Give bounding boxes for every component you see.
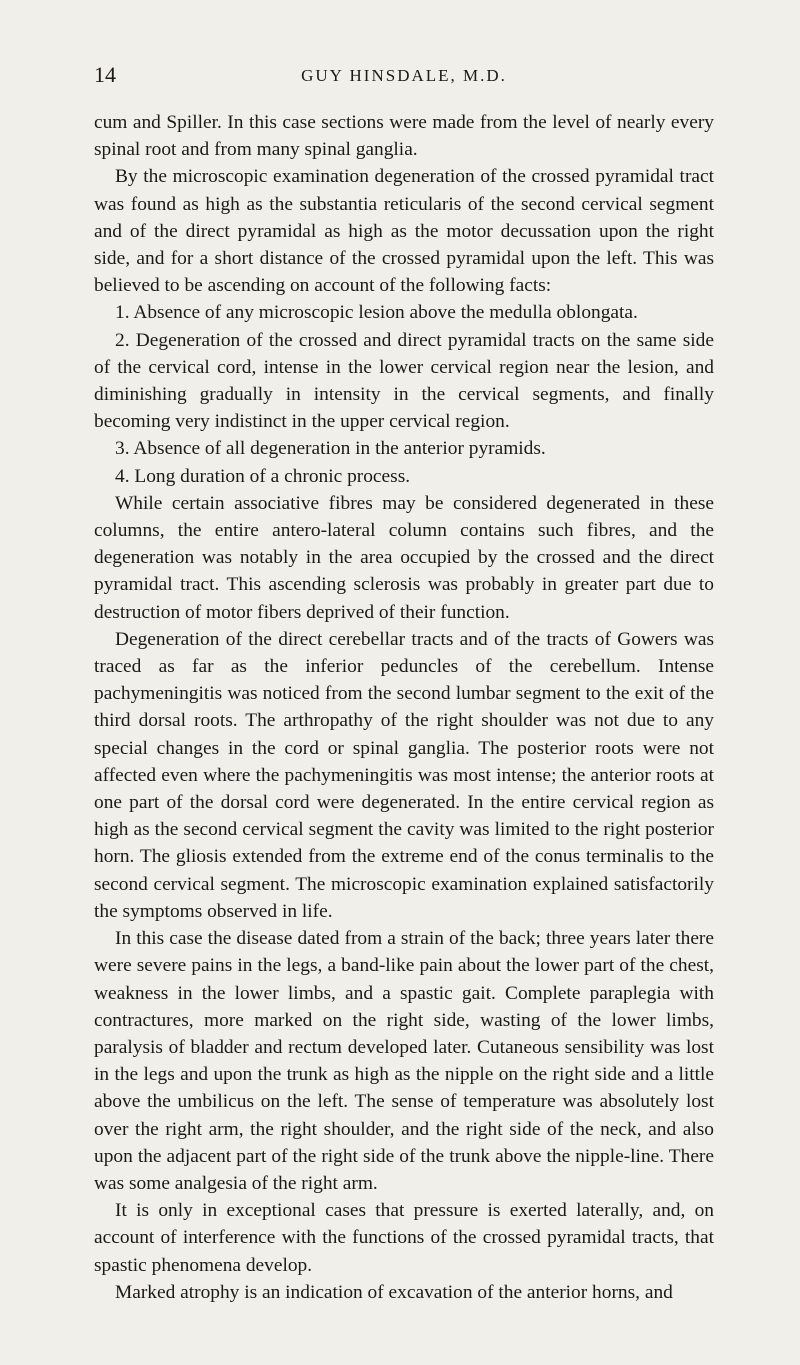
running-title: GUY HINSDALE, M.D. [301,66,507,85]
paragraph-case-history: In this case the disease dated from a strain of the back; three years later there were severe pains in the legs, a band-like pain about the lower part of the chest, weakness in the lower limbs, and a spastic gait. Complete paraplegia with contractures, more marked on the right side, wasting of the lower limbs, paralysis of bladder and rectum developed later. Cutaneous sensibility was lost in the legs and upon the trunk as high as the nipple on the right side and a little above the umbilicus on the left. The sense of temperature was absolutely lost over the right arm, the right shoulder, and the right side of the neck, and also upon the adjacent part of the right side of the trunk above the nipple-line. There was some analgesia of the right arm. [94,928,714,1194]
paragraph-continued: cum and Spiller. In this case sections were made from the level of nearly every spinal root and from many spinal ganglia. [94,112,714,161]
running-head [94,62,714,88]
paragraph-marked-atrophy: Marked atrophy is an indication of excavation of the anterior horns, and [115,1281,673,1303]
body-text [94,109,714,1306]
list-item-1: 1. Absence of any microscopic lesion above the medulla oblongata. [115,302,638,324]
paragraph-microscopic-examination: By the microscopic examination degeneration of the crossed pyramidal tract was found as high as the substantia reticularis of the second cervical segment and of the direct pyramidal as high as the motor decussation upon the right side, and for a short distance of the crossed pyramidal upon the left. This was believed to be ascending on account of the following facts: [94,166,714,297]
paragraph-cerebellar-tracts: Degeneration of the direct cerebellar tracts and of the tracts of Gowers was traced as far as the inferior peduncles of the cerebellum. Intense pachymeningitis was noticed from the second lumbar segment to the exit of the third dorsal roots. The arthropathy of the right shoulder was not due to any special changes in the cord or spinal ganglia. The posterior roots were not affected even where the pachymeningitis was most intense; the anterior roots at one part of the dorsal cord were degenerated. In the entire cervical region as high as the second cervical segment the cavity was limited to the right posterior horn. The gliosis extended from the extreme end of the conus terminalis to the second cervical segment. The microscopic examination explained satisfactorily the symptoms observed in life. [94,628,714,922]
list-item-3: 3. Absence of all degeneration in the anterior pyramids. [115,438,546,460]
list-item-4: 4. Long duration of a chronic process. [115,465,411,487]
paragraph-associative-fibres: While certain associative fibres may be considered degenerated in these columns, the entire antero-lateral column contains such fibres, and the degeneration was notably in the area occupied by the crossed and the direct pyramidal tract. This ascending sclerosis was probably in greater part due to destruction of motor fibers deprived of their function. [94,492,714,623]
paragraph-lateral-pressure: It is only in exceptional cases that pressure is exerted laterally, and, on account of interference with the functions of the crossed pyramidal tracts, that spastic phenomena develop. [94,1200,714,1276]
page-number: 14 [94,62,116,87]
list-item-2: 2. Degeneration of the crossed and direct pyramidal tracts on the same side of the cervical cord, intense in the lower cervical region near the lesion, and diminishing gradually in intensity in the cervical segments, and finally becoming very indistinct in the upper cervical region. [94,329,714,433]
